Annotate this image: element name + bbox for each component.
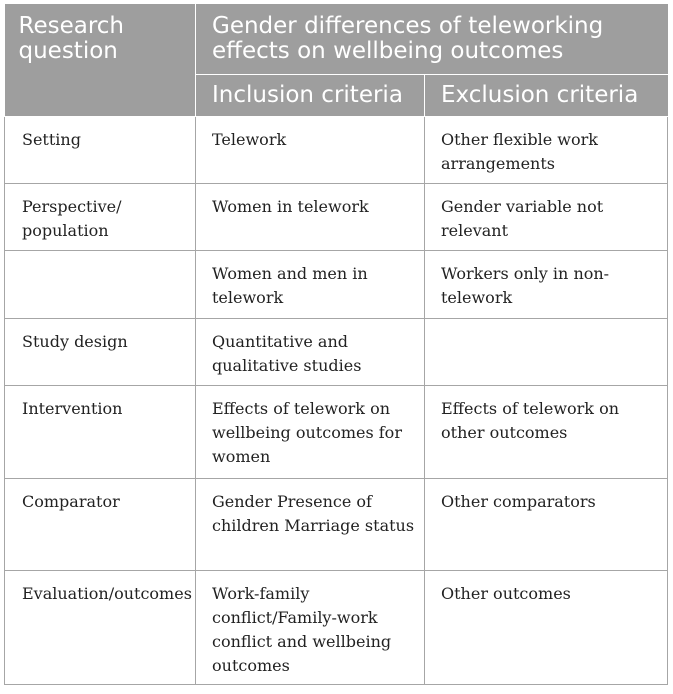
row-label: Perspective/ population [5, 183, 196, 250]
exclusion-cell: Other comparators [425, 478, 668, 570]
row-label: Comparator [5, 478, 196, 570]
table-row [5, 385, 668, 478]
exclusion-cell [425, 318, 668, 385]
table-row [5, 250, 668, 318]
inclusion-cell: Effects of telework on wellbeing outcomes for women [196, 385, 425, 478]
inclusion-cell: Gender Presence of children Marriage status [196, 478, 425, 570]
research-question-header: Research question [5, 4, 196, 116]
inclusion-cell: Work-family conflict/Family-work conflict and wellbeing outcomes [196, 570, 425, 684]
row-label: Intervention [5, 385, 196, 478]
exclusion-cell: Gender variable not relevant [425, 183, 668, 250]
row-label [5, 250, 196, 318]
table-row [5, 183, 668, 250]
table-header [5, 4, 668, 116]
exclusion-cell: Other flexible work arrangements [425, 116, 668, 183]
row-label: Setting [5, 116, 196, 183]
table-body [5, 116, 668, 684]
exclusion-cell: Other outcomes [425, 570, 668, 684]
exclusion-cell: Effects of telework on other outcomes [425, 385, 668, 478]
table-row [5, 116, 668, 183]
exclusion-header: Exclusion criteria [425, 74, 668, 116]
criteria-table [4, 4, 668, 685]
table-row [5, 478, 668, 570]
row-label: Study design [5, 318, 196, 385]
group-title-header: Gender differences of teleworking effects on wellbeing outcomes [196, 4, 668, 74]
table-row [5, 570, 668, 684]
inclusion-cell: Telework [196, 116, 425, 183]
inclusion-cell: Women in telework [196, 183, 425, 250]
inclusion-cell: Women and men in telework [196, 250, 425, 318]
exclusion-cell: Workers only in non-telework [425, 250, 668, 318]
table-row [5, 318, 668, 385]
row-label: Evaluation/outcomes [5, 570, 196, 684]
inclusion-header: Inclusion criteria [196, 74, 425, 116]
inclusion-cell: Quantitative and qualitative studies [196, 318, 425, 385]
header-row [5, 4, 668, 74]
